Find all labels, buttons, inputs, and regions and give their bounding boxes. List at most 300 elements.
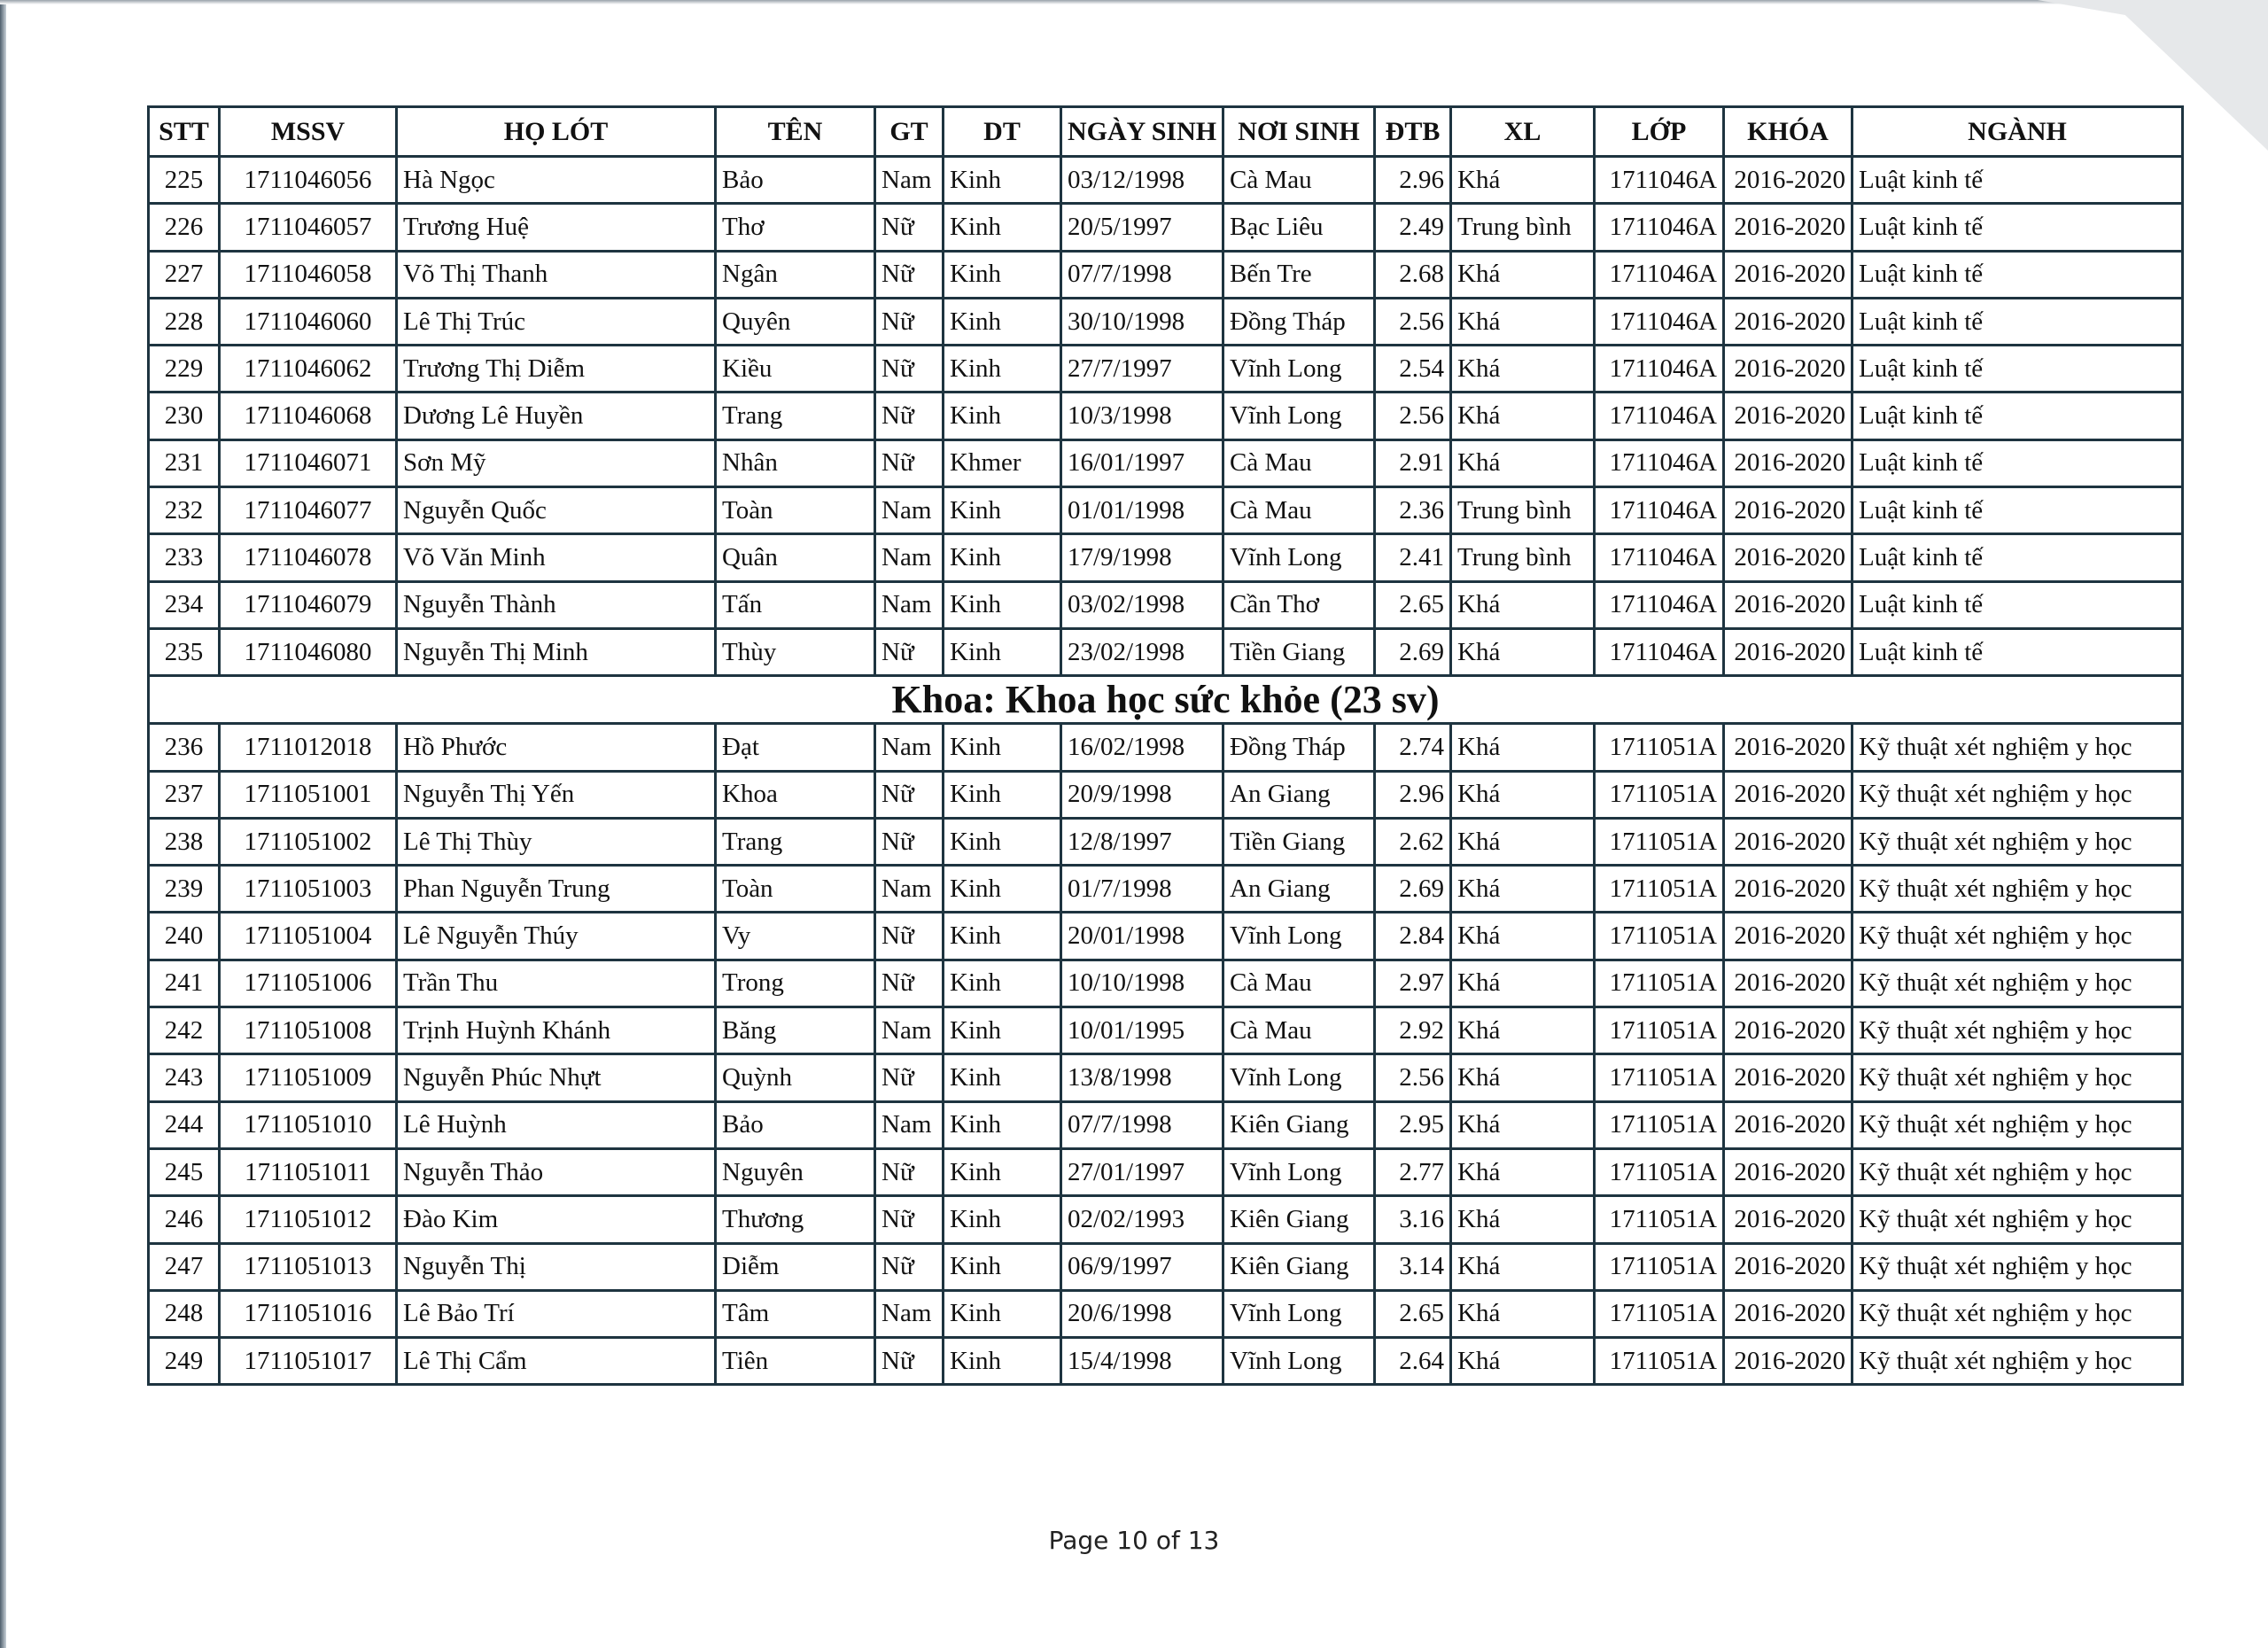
cell-dtb: 2.74 — [1375, 724, 1451, 771]
cell-stt: 245 — [149, 1148, 220, 1195]
cell-dtb: 2.69 — [1375, 866, 1451, 913]
cell-mssv: 1711051008 — [220, 1007, 397, 1054]
cell-dan-toc: Kinh — [944, 1054, 1061, 1101]
cell-khoa: 2016-2020 — [1724, 960, 1852, 1007]
cell-khoa: 2016-2020 — [1724, 724, 1852, 771]
cell-nganh: Kỹ thuật xét nghiệm y học — [1852, 818, 2183, 865]
cell-gioi-tinh: Nam — [875, 724, 944, 771]
cell-xep-loai: Khá — [1451, 1290, 1595, 1337]
cell-dtb: 2.69 — [1375, 628, 1451, 675]
cell-khoa: 2016-2020 — [1724, 771, 1852, 818]
cell-gioi-tinh: Nữ — [875, 913, 944, 960]
cell-lop: 1711051A — [1595, 1290, 1724, 1337]
cell-noi-sinh: Vĩnh Long — [1223, 1054, 1375, 1101]
header-row — [149, 107, 2183, 157]
cell-ho-lot: Lê Bảo Trí — [397, 1290, 716, 1337]
cell-dan-toc: Kinh — [944, 204, 1061, 251]
cell-dtb: 3.16 — [1375, 1196, 1451, 1243]
cell-dtb: 2.68 — [1375, 251, 1451, 298]
cell-dan-toc: Kinh — [944, 1290, 1061, 1337]
cell-dtb: 2.92 — [1375, 1007, 1451, 1054]
cell-dan-toc: Kinh — [944, 1007, 1061, 1054]
column-header-nganh: NGÀNH — [1852, 107, 2183, 157]
cell-ho-lot: Nguyễn Thị — [397, 1243, 716, 1290]
column-header-dtb: ĐTB — [1375, 107, 1451, 157]
cell-nganh: Kỹ thuật xét nghiệm y học — [1852, 1054, 2183, 1101]
cell-mssv: 1711046062 — [220, 346, 397, 393]
cell-ho-lot: Trương Huệ — [397, 204, 716, 251]
cell-ngay-sinh: 10/01/1995 — [1061, 1007, 1223, 1054]
column-header-ten: TÊN — [716, 107, 875, 157]
cell-nganh: Luật kinh tế — [1852, 439, 2183, 486]
cell-stt: 241 — [149, 960, 220, 1007]
cell-xep-loai: Trung bình — [1451, 204, 1595, 251]
cell-noi-sinh: Vĩnh Long — [1223, 1148, 1375, 1195]
cell-ngay-sinh: 23/02/1998 — [1061, 628, 1223, 675]
cell-ho-lot: Lê Thị Cẩm — [397, 1338, 716, 1385]
cell-ten: Băng — [716, 1007, 875, 1054]
cell-ten: Thương — [716, 1196, 875, 1243]
cell-xep-loai: Khá — [1451, 439, 1595, 486]
cell-ten: Đạt — [716, 724, 875, 771]
cell-lop: 1711051A — [1595, 1101, 1724, 1148]
cell-ngay-sinh: 27/01/1997 — [1061, 1148, 1223, 1195]
cell-noi-sinh: Kiên Giang — [1223, 1243, 1375, 1290]
cell-stt: 246 — [149, 1196, 220, 1243]
cell-mssv: 1711051017 — [220, 1338, 397, 1385]
cell-dtb: 2.96 — [1375, 771, 1451, 818]
cell-mssv: 1711051003 — [220, 866, 397, 913]
cell-khoa: 2016-2020 — [1724, 204, 1852, 251]
cell-ho-lot: Nguyễn Thành — [397, 581, 716, 628]
cell-khoa: 2016-2020 — [1724, 913, 1852, 960]
cell-nganh: Kỹ thuật xét nghiệm y học — [1852, 913, 2183, 960]
cell-xep-loai: Khá — [1451, 913, 1595, 960]
column-header-mssv: MSSV — [220, 107, 397, 157]
cell-dtb: 2.36 — [1375, 487, 1451, 534]
cell-gioi-tinh: Nữ — [875, 771, 944, 818]
cell-stt: 226 — [149, 204, 220, 251]
cell-lop: 1711051A — [1595, 1007, 1724, 1054]
cell-noi-sinh: Vĩnh Long — [1223, 1290, 1375, 1337]
cell-dtb: 2.65 — [1375, 581, 1451, 628]
cell-ho-lot: Nguyễn Quốc — [397, 487, 716, 534]
cell-lop: 1711051A — [1595, 1338, 1724, 1385]
cell-lop: 1711046A — [1595, 628, 1724, 675]
column-header-xep-loai: XL — [1451, 107, 1595, 157]
cell-stt: 236 — [149, 724, 220, 771]
cell-lop: 1711051A — [1595, 866, 1724, 913]
cell-noi-sinh: Cà Mau — [1223, 487, 1375, 534]
cell-dan-toc: Kinh — [944, 866, 1061, 913]
cell-ten: Ngân — [716, 251, 875, 298]
cell-ho-lot: Dương Lê Huyền — [397, 393, 716, 439]
cell-nganh: Luật kinh tế — [1852, 628, 2183, 675]
cell-noi-sinh: Tiền Giang — [1223, 818, 1375, 865]
cell-dan-toc: Kinh — [944, 913, 1061, 960]
cell-noi-sinh: Vĩnh Long — [1223, 1338, 1375, 1385]
cell-ngay-sinh: 02/02/1993 — [1061, 1196, 1223, 1243]
table-row — [149, 204, 2183, 251]
cell-xep-loai: Khá — [1451, 866, 1595, 913]
cell-dtb: 2.56 — [1375, 393, 1451, 439]
cell-ho-lot: Nguyễn Thảo — [397, 1148, 716, 1195]
cell-nganh: Kỹ thuật xét nghiệm y học — [1852, 960, 2183, 1007]
table-row — [149, 960, 2183, 1007]
table-row — [149, 1101, 2183, 1148]
cell-ten: Khoa — [716, 771, 875, 818]
cell-ngay-sinh: 17/9/1998 — [1061, 534, 1223, 581]
cell-xep-loai: Khá — [1451, 346, 1595, 393]
cell-lop: 1711051A — [1595, 913, 1724, 960]
cell-nganh: Luật kinh tế — [1852, 581, 2183, 628]
cell-gioi-tinh: Nữ — [875, 1054, 944, 1101]
cell-gioi-tinh: Nữ — [875, 1148, 944, 1195]
cell-nganh: Luật kinh tế — [1852, 487, 2183, 534]
cell-stt: 247 — [149, 1243, 220, 1290]
cell-noi-sinh: Bạc Liêu — [1223, 204, 1375, 251]
cell-ho-lot: Hồ Phước — [397, 724, 716, 771]
cell-gioi-tinh: Nam — [875, 1007, 944, 1054]
cell-ngay-sinh: 07/7/1998 — [1061, 1101, 1223, 1148]
cell-dan-toc: Kinh — [944, 581, 1061, 628]
cell-gioi-tinh: Nữ — [875, 346, 944, 393]
cell-lop: 1711046A — [1595, 298, 1724, 345]
cell-ho-lot: Võ Văn Minh — [397, 534, 716, 581]
column-header-ngay-sinh: NGÀY SINH — [1061, 107, 1223, 157]
column-header-gioi-tinh: GT — [875, 107, 944, 157]
cell-nganh: Luật kinh tế — [1852, 346, 2183, 393]
cell-dtb: 2.96 — [1375, 157, 1451, 204]
cell-nganh: Kỹ thuật xét nghiệm y học — [1852, 1338, 2183, 1385]
cell-noi-sinh: Đồng Tháp — [1223, 724, 1375, 771]
cell-gioi-tinh: Nam — [875, 581, 944, 628]
cell-nganh: Kỹ thuật xét nghiệm y học — [1852, 1101, 2183, 1148]
cell-nganh: Kỹ thuật xét nghiệm y học — [1852, 1290, 2183, 1337]
cell-lop: 1711046A — [1595, 346, 1724, 393]
cell-ho-lot: Đào Kim — [397, 1196, 716, 1243]
cell-mssv: 1711051001 — [220, 771, 397, 818]
cell-dan-toc: Kinh — [944, 771, 1061, 818]
cell-khoa: 2016-2020 — [1724, 346, 1852, 393]
cell-ten: Tâm — [716, 1290, 875, 1337]
column-header-ho-lot: HỌ LÓT — [397, 107, 716, 157]
cell-noi-sinh: Cà Mau — [1223, 439, 1375, 486]
cell-lop: 1711046A — [1595, 251, 1724, 298]
cell-stt: 239 — [149, 866, 220, 913]
cell-ngay-sinh: 20/6/1998 — [1061, 1290, 1223, 1337]
cell-khoa: 2016-2020 — [1724, 1196, 1852, 1243]
cell-ho-lot: Lê Huỳnh — [397, 1101, 716, 1148]
cell-khoa: 2016-2020 — [1724, 1054, 1852, 1101]
cell-khoa: 2016-2020 — [1724, 1148, 1852, 1195]
cell-gioi-tinh: Nữ — [875, 628, 944, 675]
cell-stt: 233 — [149, 534, 220, 581]
cell-noi-sinh: Tiền Giang — [1223, 628, 1375, 675]
cell-stt: 228 — [149, 298, 220, 345]
cell-ten: Diễm — [716, 1243, 875, 1290]
cell-stt: 225 — [149, 157, 220, 204]
cell-stt: 248 — [149, 1290, 220, 1337]
cell-gioi-tinh: Nam — [875, 157, 944, 204]
cell-gioi-tinh: Nữ — [875, 251, 944, 298]
table-row — [149, 534, 2183, 581]
table-row — [149, 818, 2183, 865]
cell-lop: 1711046A — [1595, 157, 1724, 204]
cell-stt: 242 — [149, 1007, 220, 1054]
cell-mssv: 1711051010 — [220, 1101, 397, 1148]
cell-lop: 1711046A — [1595, 487, 1724, 534]
cell-stt: 230 — [149, 393, 220, 439]
cell-mssv: 1711046079 — [220, 581, 397, 628]
table-row — [149, 393, 2183, 439]
table-row — [149, 439, 2183, 486]
cell-nganh: Luật kinh tế — [1852, 534, 2183, 581]
table-row — [149, 724, 2183, 771]
cell-mssv: 1711012018 — [220, 724, 397, 771]
cell-mssv: 1711046057 — [220, 204, 397, 251]
cell-dtb: 2.56 — [1375, 298, 1451, 345]
cell-nganh: Kỹ thuật xét nghiệm y học — [1852, 771, 2183, 818]
cell-khoa: 2016-2020 — [1724, 1290, 1852, 1337]
cell-gioi-tinh: Nữ — [875, 393, 944, 439]
table-row — [149, 1148, 2183, 1195]
cell-stt: 249 — [149, 1338, 220, 1385]
cell-ngay-sinh: 10/3/1998 — [1061, 393, 1223, 439]
column-header-khoa: KHÓA — [1724, 107, 1852, 157]
cell-ngay-sinh: 15/4/1998 — [1061, 1338, 1223, 1385]
cell-ho-lot: Trần Thu — [397, 960, 716, 1007]
table-row — [149, 1290, 2183, 1337]
cell-dtb: 2.77 — [1375, 1148, 1451, 1195]
cell-ho-lot: Trịnh Huỳnh Khánh — [397, 1007, 716, 1054]
cell-ngay-sinh: 06/9/1997 — [1061, 1243, 1223, 1290]
cell-xep-loai: Khá — [1451, 1148, 1595, 1195]
table-row — [149, 866, 2183, 913]
cell-nganh: Kỹ thuật xét nghiệm y học — [1852, 866, 2183, 913]
table-header — [149, 107, 2183, 157]
cell-xep-loai: Trung bình — [1451, 534, 1595, 581]
cell-ngay-sinh: 20/01/1998 — [1061, 913, 1223, 960]
table-row — [149, 1243, 2183, 1290]
cell-ngay-sinh: 07/7/1998 — [1061, 251, 1223, 298]
cell-ngay-sinh: 16/02/1998 — [1061, 724, 1223, 771]
cell-dtb: 2.95 — [1375, 1101, 1451, 1148]
cell-lop: 1711051A — [1595, 960, 1724, 1007]
column-header-lop: LỚP — [1595, 107, 1724, 157]
cell-gioi-tinh: Nam — [875, 534, 944, 581]
cell-xep-loai: Khá — [1451, 628, 1595, 675]
cell-ho-lot: Nguyễn Phúc Nhựt — [397, 1054, 716, 1101]
cell-gioi-tinh: Nữ — [875, 818, 944, 865]
cell-noi-sinh: An Giang — [1223, 866, 1375, 913]
cell-xep-loai: Khá — [1451, 1007, 1595, 1054]
cell-lop: 1711046A — [1595, 393, 1724, 439]
cell-ngay-sinh: 20/9/1998 — [1061, 771, 1223, 818]
cell-dan-toc: Kinh — [944, 1196, 1061, 1243]
cell-ten: Thơ — [716, 204, 875, 251]
scan-edge — [0, 0, 6, 1648]
table-row — [149, 771, 2183, 818]
cell-gioi-tinh: Nam — [875, 1101, 944, 1148]
column-header-stt: STT — [149, 107, 220, 157]
cell-ten: Nhân — [716, 439, 875, 486]
cell-dan-toc: Kinh — [944, 251, 1061, 298]
cell-xep-loai: Khá — [1451, 1338, 1595, 1385]
cell-lop: 1711051A — [1595, 1054, 1724, 1101]
cell-nganh: Luật kinh tế — [1852, 298, 2183, 345]
cell-ho-lot: Lê Thị Trúc — [397, 298, 716, 345]
column-header-dan-toc: DT — [944, 107, 1061, 157]
cell-gioi-tinh: Nam — [875, 866, 944, 913]
cell-khoa: 2016-2020 — [1724, 298, 1852, 345]
cell-ten: Bảo — [716, 157, 875, 204]
cell-noi-sinh: Cà Mau — [1223, 157, 1375, 204]
cell-khoa: 2016-2020 — [1724, 866, 1852, 913]
cell-gioi-tinh: Nữ — [875, 1196, 944, 1243]
cell-mssv: 1711046077 — [220, 487, 397, 534]
cell-ho-lot: Võ Thị Thanh — [397, 251, 716, 298]
cell-khoa: 2016-2020 — [1724, 1007, 1852, 1054]
cell-dan-toc: Kinh — [944, 1101, 1061, 1148]
table-row — [149, 346, 2183, 393]
cell-ho-lot: Phan Nguyễn Trung — [397, 866, 716, 913]
cell-noi-sinh: Kiên Giang — [1223, 1196, 1375, 1243]
table-row — [149, 157, 2183, 204]
cell-ten: Trang — [716, 393, 875, 439]
cell-xep-loai: Khá — [1451, 581, 1595, 628]
cell-stt: 237 — [149, 771, 220, 818]
page-number: Page 10 of 13 — [1048, 1526, 1220, 1555]
cell-dan-toc: Kinh — [944, 487, 1061, 534]
cell-noi-sinh: Bến Tre — [1223, 251, 1375, 298]
cell-nganh: Kỹ thuật xét nghiệm y học — [1852, 1243, 2183, 1290]
cell-lop: 1711046A — [1595, 534, 1724, 581]
cell-xep-loai: Khá — [1451, 771, 1595, 818]
cell-ten: Tiên — [716, 1338, 875, 1385]
cell-ngay-sinh: 01/7/1998 — [1061, 866, 1223, 913]
cell-khoa: 2016-2020 — [1724, 251, 1852, 298]
cell-ngay-sinh: 20/5/1997 — [1061, 204, 1223, 251]
cell-dtb: 2.41 — [1375, 534, 1451, 581]
cell-mssv: 1711051013 — [220, 1243, 397, 1290]
cell-ten: Trang — [716, 818, 875, 865]
cell-mssv: 1711046058 — [220, 251, 397, 298]
cell-ten: Toàn — [716, 866, 875, 913]
table-row — [149, 1338, 2183, 1385]
cell-xep-loai: Khá — [1451, 724, 1595, 771]
cell-dtb: 2.84 — [1375, 913, 1451, 960]
section-row — [149, 676, 2183, 724]
cell-dtb: 2.64 — [1375, 1338, 1451, 1385]
cell-noi-sinh: Cần Thơ — [1223, 581, 1375, 628]
table-row — [149, 628, 2183, 675]
cell-noi-sinh: Vĩnh Long — [1223, 913, 1375, 960]
cell-ngay-sinh: 30/10/1998 — [1061, 298, 1223, 345]
cell-ngay-sinh: 01/01/1998 — [1061, 487, 1223, 534]
cell-lop: 1711051A — [1595, 1243, 1724, 1290]
cell-ho-lot: Lê Nguyễn Thúy — [397, 913, 716, 960]
cell-mssv: 1711051011 — [220, 1148, 397, 1195]
cell-stt: 232 — [149, 487, 220, 534]
cell-gioi-tinh: Nữ — [875, 439, 944, 486]
cell-dtb: 2.91 — [1375, 439, 1451, 486]
cell-gioi-tinh: Nữ — [875, 298, 944, 345]
cell-lop: 1711051A — [1595, 1196, 1724, 1243]
cell-noi-sinh: Vĩnh Long — [1223, 346, 1375, 393]
cell-khoa: 2016-2020 — [1724, 581, 1852, 628]
cell-lop: 1711051A — [1595, 818, 1724, 865]
cell-mssv: 1711051009 — [220, 1054, 397, 1101]
cell-dtb: 2.49 — [1375, 204, 1451, 251]
cell-nganh: Kỹ thuật xét nghiệm y học — [1852, 724, 2183, 771]
cell-nganh: Kỹ thuật xét nghiệm y học — [1852, 1007, 2183, 1054]
cell-lop: 1711051A — [1595, 724, 1724, 771]
cell-khoa: 2016-2020 — [1724, 439, 1852, 486]
cell-lop: 1711046A — [1595, 439, 1724, 486]
cell-ten: Nguyên — [716, 1148, 875, 1195]
cell-noi-sinh: Kiên Giang — [1223, 1101, 1375, 1148]
cell-nganh: Luật kinh tế — [1852, 393, 2183, 439]
cell-mssv: 1711046080 — [220, 628, 397, 675]
cell-stt: 231 — [149, 439, 220, 486]
cell-mssv: 1711051016 — [220, 1290, 397, 1337]
cell-noi-sinh: Vĩnh Long — [1223, 534, 1375, 581]
cell-mssv: 1711046056 — [220, 157, 397, 204]
cell-stt: 235 — [149, 628, 220, 675]
cell-xep-loai: Khá — [1451, 818, 1595, 865]
cell-gioi-tinh: Nữ — [875, 960, 944, 1007]
cell-nganh: Luật kinh tế — [1852, 204, 2183, 251]
table-row — [149, 581, 2183, 628]
cell-dtb: 2.65 — [1375, 1290, 1451, 1337]
cell-mssv: 1711051004 — [220, 913, 397, 960]
cell-dtb: 2.56 — [1375, 1054, 1451, 1101]
cell-dan-toc: Kinh — [944, 724, 1061, 771]
cell-xep-loai: Khá — [1451, 960, 1595, 1007]
cell-xep-loai: Khá — [1451, 1101, 1595, 1148]
cell-ngay-sinh: 16/01/1997 — [1061, 439, 1223, 486]
cell-ten: Toàn — [716, 487, 875, 534]
cell-khoa: 2016-2020 — [1724, 1101, 1852, 1148]
cell-dan-toc: Kinh — [944, 960, 1061, 1007]
cell-ten: Trong — [716, 960, 875, 1007]
cell-xep-loai: Khá — [1451, 1054, 1595, 1101]
cell-xep-loai: Khá — [1451, 393, 1595, 439]
cell-khoa: 2016-2020 — [1724, 534, 1852, 581]
cell-xep-loai: Khá — [1451, 251, 1595, 298]
table-body — [149, 157, 2183, 1385]
cell-xep-loai: Khá — [1451, 1243, 1595, 1290]
cell-mssv: 1711051006 — [220, 960, 397, 1007]
cell-noi-sinh: Đồng Tháp — [1223, 298, 1375, 345]
table-row — [149, 487, 2183, 534]
cell-nganh: Kỹ thuật xét nghiệm y học — [1852, 1148, 2183, 1195]
cell-ngay-sinh: 12/8/1997 — [1061, 818, 1223, 865]
cell-mssv: 1711046060 — [220, 298, 397, 345]
cell-gioi-tinh: Nam — [875, 487, 944, 534]
cell-stt: 234 — [149, 581, 220, 628]
cell-lop: 1711046A — [1595, 581, 1724, 628]
table-row — [149, 251, 2183, 298]
cell-ho-lot: Lê Thị Thùy — [397, 818, 716, 865]
cell-dan-toc: Kinh — [944, 346, 1061, 393]
cell-dan-toc: Khmer — [944, 439, 1061, 486]
cell-gioi-tinh: Nam — [875, 1290, 944, 1337]
cell-noi-sinh: An Giang — [1223, 771, 1375, 818]
cell-ho-lot: Hà Ngọc — [397, 157, 716, 204]
cell-mssv: 1711046068 — [220, 393, 397, 439]
